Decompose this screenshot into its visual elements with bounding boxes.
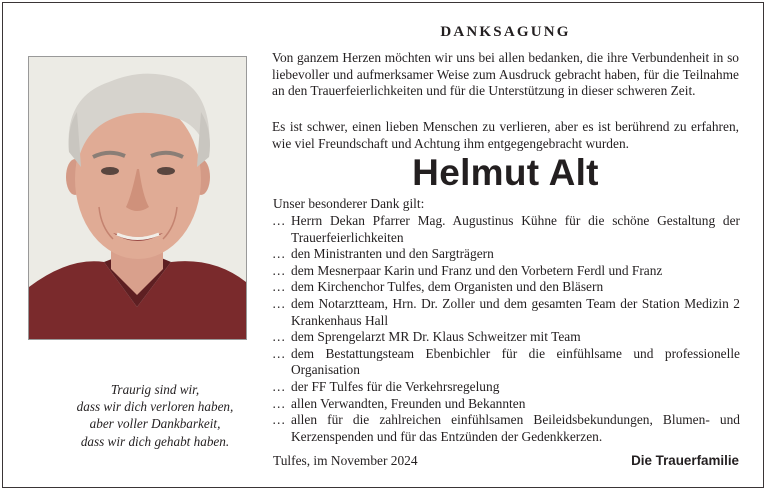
thanks-list — [272, 213, 740, 445]
bullet-marker: … — [272, 378, 286, 394]
list-item-text: der FF Tulfes für die Verkehrsregelung — [291, 378, 500, 394]
list-item-text: allen Verwandten, Freunden und Bekannten — [291, 395, 526, 411]
list-item — [272, 412, 740, 445]
notice-heading: DANKSAGUNG — [440, 24, 571, 40]
intro-paragraph-second: Es ist schwer, einen lieben Menschen zu verlieren, aber es ist berührend zu erfahren, wie viel Freundschaft und Achtung ihm entgegengebracht wurden. — [272, 119, 739, 151]
list-item-text: dem Sprengelarzt MR Dr. Klaus Schweitzer mit Team — [291, 329, 581, 345]
thanks-heading: Unser besonderer Dank gilt: — [273, 196, 425, 211]
verse-line: dass wir dich verloren haben, — [76, 399, 234, 415]
bullet-marker: … — [272, 262, 286, 278]
deceased-name: Helmut Alt — [412, 152, 599, 193]
bullet-marker: … — [272, 329, 286, 345]
list-item — [272, 379, 740, 396]
bullet-marker: … — [272, 412, 286, 428]
memorial-verse — [20, 378, 290, 450]
list-item — [272, 246, 740, 263]
place-date: Tulfes, im November 2024 — [273, 453, 418, 468]
list-item — [272, 263, 740, 280]
verse-line: Traurig sind wir, — [110, 382, 200, 397]
list-item — [272, 296, 740, 329]
list-item — [272, 346, 740, 379]
portrait-illustration — [29, 57, 246, 339]
intro-paragraph: Von ganzem Herzen möchten wir uns bei allen bedanken, die ihre Verbundenheit in so liebevoller und aufmerksamer Weise zum Ausdruck gebracht haben, für die Teilnahme an den Trauerfeierlichkeiten und für die Unterstützung in dieser schweren Zeit. — [272, 50, 739, 98]
list-item — [272, 279, 740, 296]
list-item — [272, 213, 740, 246]
bullet-marker: … — [272, 246, 286, 262]
verse-line: aber voller Dankbarkeit, — [89, 416, 221, 432]
list-item — [272, 329, 740, 346]
list-item-text: Herrn Dekan Pfarrer Mag. Augustinus Kühne für die schöne Gestaltung der Trauerfeierlichkeiten — [291, 213, 740, 245]
bullet-marker: … — [272, 395, 286, 411]
bullet-marker: … — [272, 213, 286, 228]
list-item-text: dem Mesnerpaar Karin und Franz und den Vorbetern Ferdl und Franz — [291, 262, 663, 278]
verse-line: dass wir dich gehabt haben. — [80, 433, 230, 449]
portrait-photo — [28, 56, 247, 340]
bullet-marker: … — [272, 345, 286, 361]
list-item-text: dem Bestattungsteam Ebenbichler für die einfühlsame und professionelle Organisation — [291, 345, 740, 378]
list-item — [272, 396, 740, 413]
list-item-text: dem Kirchenchor Tulfes, dem Organisten und den Bläsern — [291, 279, 604, 295]
bullet-marker: … — [272, 279, 286, 295]
signature: Die Trauerfamilie — [631, 453, 739, 468]
bullet-marker: … — [272, 295, 286, 311]
list-item-text: allen für die zahlreichen einfühlsamen Beileidsbekundungen, Blumen- und Kerzenspenden und für das Entzünden der Gedenkkerzen. — [291, 412, 740, 444]
list-item-text: den Ministranten und den Sargträgern — [291, 246, 494, 262]
list-item-text: dem Notarztteam, Hrn. Dr. Zoller und dem gesamten Team der Station Medizin 2 Krankenhaus Hall — [291, 295, 740, 328]
